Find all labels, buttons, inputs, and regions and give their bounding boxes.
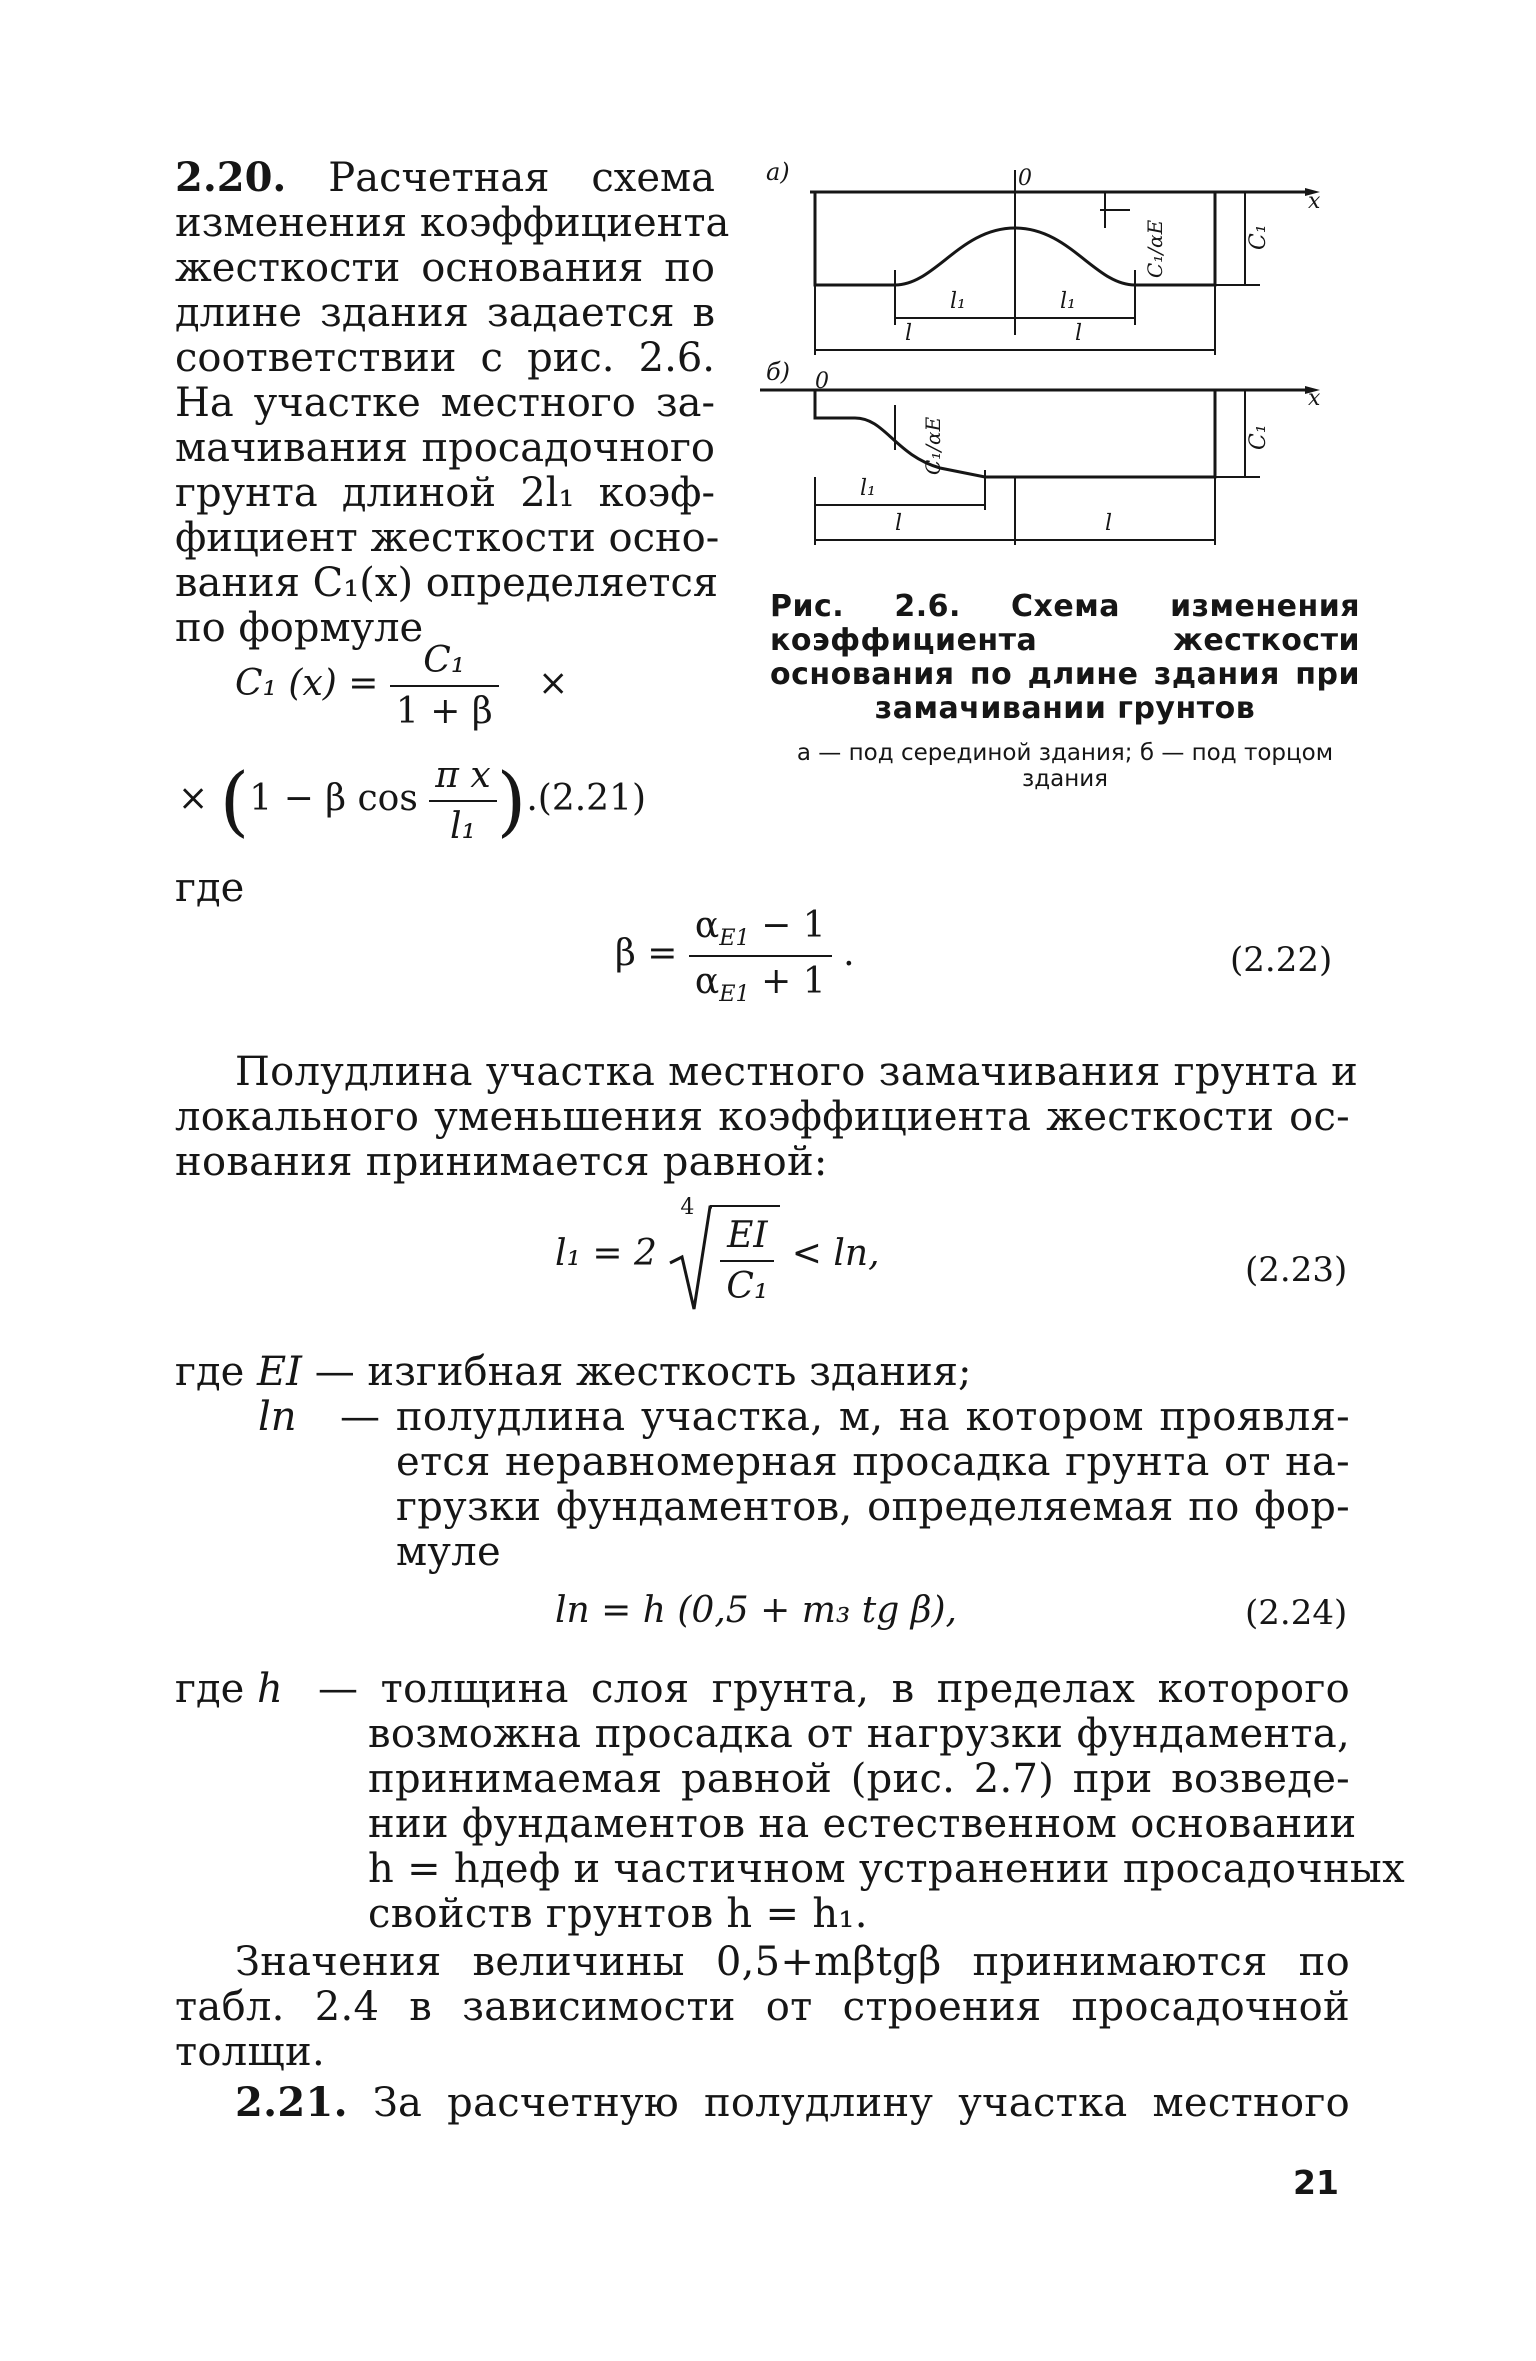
radical-sign: [668, 1203, 712, 1313]
text-line: Полудлина участка местного замачивания грунта и: [235, 1049, 1359, 1095]
figure-label-a: а): [766, 158, 790, 186]
text-line: локального уменьшения коэффициента жесткости ос-: [175, 1094, 1350, 1140]
text-line: табл. 2.4 в зависимости от строения просадочной: [175, 1984, 1350, 2030]
section-2-21-text: [175, 2080, 1350, 2126]
text-line: толщи.: [175, 2029, 325, 2075]
label-c1-over-alpha: C₁/αE: [921, 416, 945, 475]
definition-h-symbol: где h: [175, 1666, 283, 1712]
root-index: 4: [680, 1195, 695, 1220]
intro-line: жесткости основания по: [175, 245, 715, 291]
text-line: нии фундаментов на естественном основании: [368, 1801, 1357, 1847]
label-l: l: [905, 321, 913, 346]
definition-ln: [340, 1395, 1350, 1575]
origin-label: 0: [1018, 166, 1032, 191]
equation-2-23: l₁ = 2 4 $\frac{EI}{\text{C₁}}$ < lп,: [555, 1205, 880, 1307]
text-line: принимаемая равной (рис. 2.7) при возведе-: [368, 1756, 1350, 1802]
equation-number: (2.22): [1230, 940, 1333, 980]
page-number: 21: [1293, 2163, 1339, 2202]
definition-ei: где EI — изгибная жесткость здания;: [175, 1349, 972, 1395]
definition-h: [318, 1666, 1405, 1937]
label-l1: l₁: [950, 289, 966, 314]
text-line: h = hдеф и частичном устранении просадочных: [368, 1846, 1405, 1892]
equation-2-22: β = $\frac{\alpha_{E1} - 1}{\alpha_{E1} + 1}$ .: [615, 905, 855, 1008]
label-c1: C₁: [1246, 224, 1271, 250]
intro-line: грунта длиной 2l₁ коэф-: [175, 470, 715, 516]
text-line: 2.21. За расчетную полудлину участка местного: [235, 2079, 1350, 2126]
fraction: $\frac{\text{π x}}{\text{l₁}}$: [429, 755, 496, 847]
section-number: 2.21.: [235, 2079, 348, 2126]
section-2-20-text: [175, 154, 730, 651]
where-label: где: [175, 865, 245, 911]
equation-2-21-line1: C₁ (x) = $\frac{\text{C₁}}{1 + \beta}$ ×: [235, 640, 569, 732]
intro-line: соответствии с рис. 2.6.: [175, 335, 715, 381]
intro-line: по формуле: [175, 605, 424, 651]
label-l: l: [1075, 321, 1083, 346]
text-line: — толщина слоя грунта, в пределах которого: [318, 1666, 1350, 1712]
text-line: — полудлина участка, м, на котором проявля-: [340, 1394, 1350, 1440]
intro-line: мачивания просадочного: [175, 425, 715, 471]
label-l1: l₁: [860, 476, 876, 501]
equation-2-24: lп = h (0,5 + m₃ tg β),: [555, 1590, 957, 1631]
label-l: l: [895, 511, 903, 536]
text-line: ется неравномерная просадка грунта от на-: [396, 1439, 1350, 1485]
definition-ln-symbol: lп: [258, 1394, 297, 1440]
fraction: $\frac{\text{C₁}}{1 + \beta}$: [390, 640, 499, 732]
label-l: l: [1105, 511, 1113, 536]
text-line: грузки фундаментов, определяемая по фор-: [396, 1484, 1350, 1530]
text-line: свойств грунтов h = h₁.: [368, 1891, 868, 1937]
figure-label-b: б): [766, 358, 791, 386]
intro-line: длине здания задается в: [175, 290, 715, 336]
label-l1: l₁: [1060, 289, 1076, 314]
label-c1-over-alpha: C₁/αE: [1143, 219, 1167, 278]
origin-label: 0: [815, 369, 829, 394]
figure-2-6: [760, 150, 1320, 570]
equation-number: .(2.21): [526, 778, 647, 819]
text-line: муле: [396, 1529, 501, 1575]
paragraph-values: [175, 1940, 1350, 2075]
text-line: возможна просадка от нагрузки фундамента,: [368, 1711, 1350, 1757]
axis-label-x: x: [1308, 189, 1320, 214]
intro-line: изменения коэффициента: [175, 200, 730, 246]
intro-line: 2.20. Расчетная схема: [175, 154, 715, 201]
text-line: нования принимается равной:: [175, 1139, 828, 1185]
intro-line: вания C₁(x) определяется: [175, 560, 719, 606]
fraction: $\frac{\alpha_{E1} - 1}{\alpha_{E1} + 1}$: [689, 905, 832, 1007]
caption-title: Рис. 2.6. Схема изменения коэффициента жесткости основания по длине здания при замачивании грунтов: [770, 589, 1360, 726]
stiffness-curve-b: [815, 390, 1215, 477]
intro-line: фициент жесткости осно-: [175, 515, 720, 561]
equation-2-21-line2: × (1 − β cos $\frac{\text{π x}}{\text{l₁}}$ ).(2.21): [178, 755, 647, 847]
fraction: $\frac{EI}{\text{C₁}}$: [720, 1215, 774, 1307]
text-line: Значения величины 0,5+mβtgβ принимаются по: [235, 1939, 1350, 1985]
section-number: 2.20.: [175, 154, 287, 201]
axis-label-x: x: [1308, 386, 1320, 411]
equation-number: (2.23): [1245, 1250, 1348, 1290]
caption-subtitle: а — под серединой здания; б — под торцом здания: [796, 740, 1334, 792]
intro-line: На участке местного за-: [175, 380, 715, 426]
label-c1: C₁: [1246, 424, 1271, 450]
equation-number: (2.24): [1245, 1593, 1348, 1633]
paragraph-halflength: [175, 1049, 1359, 1185]
figure-caption: [770, 590, 1360, 792]
